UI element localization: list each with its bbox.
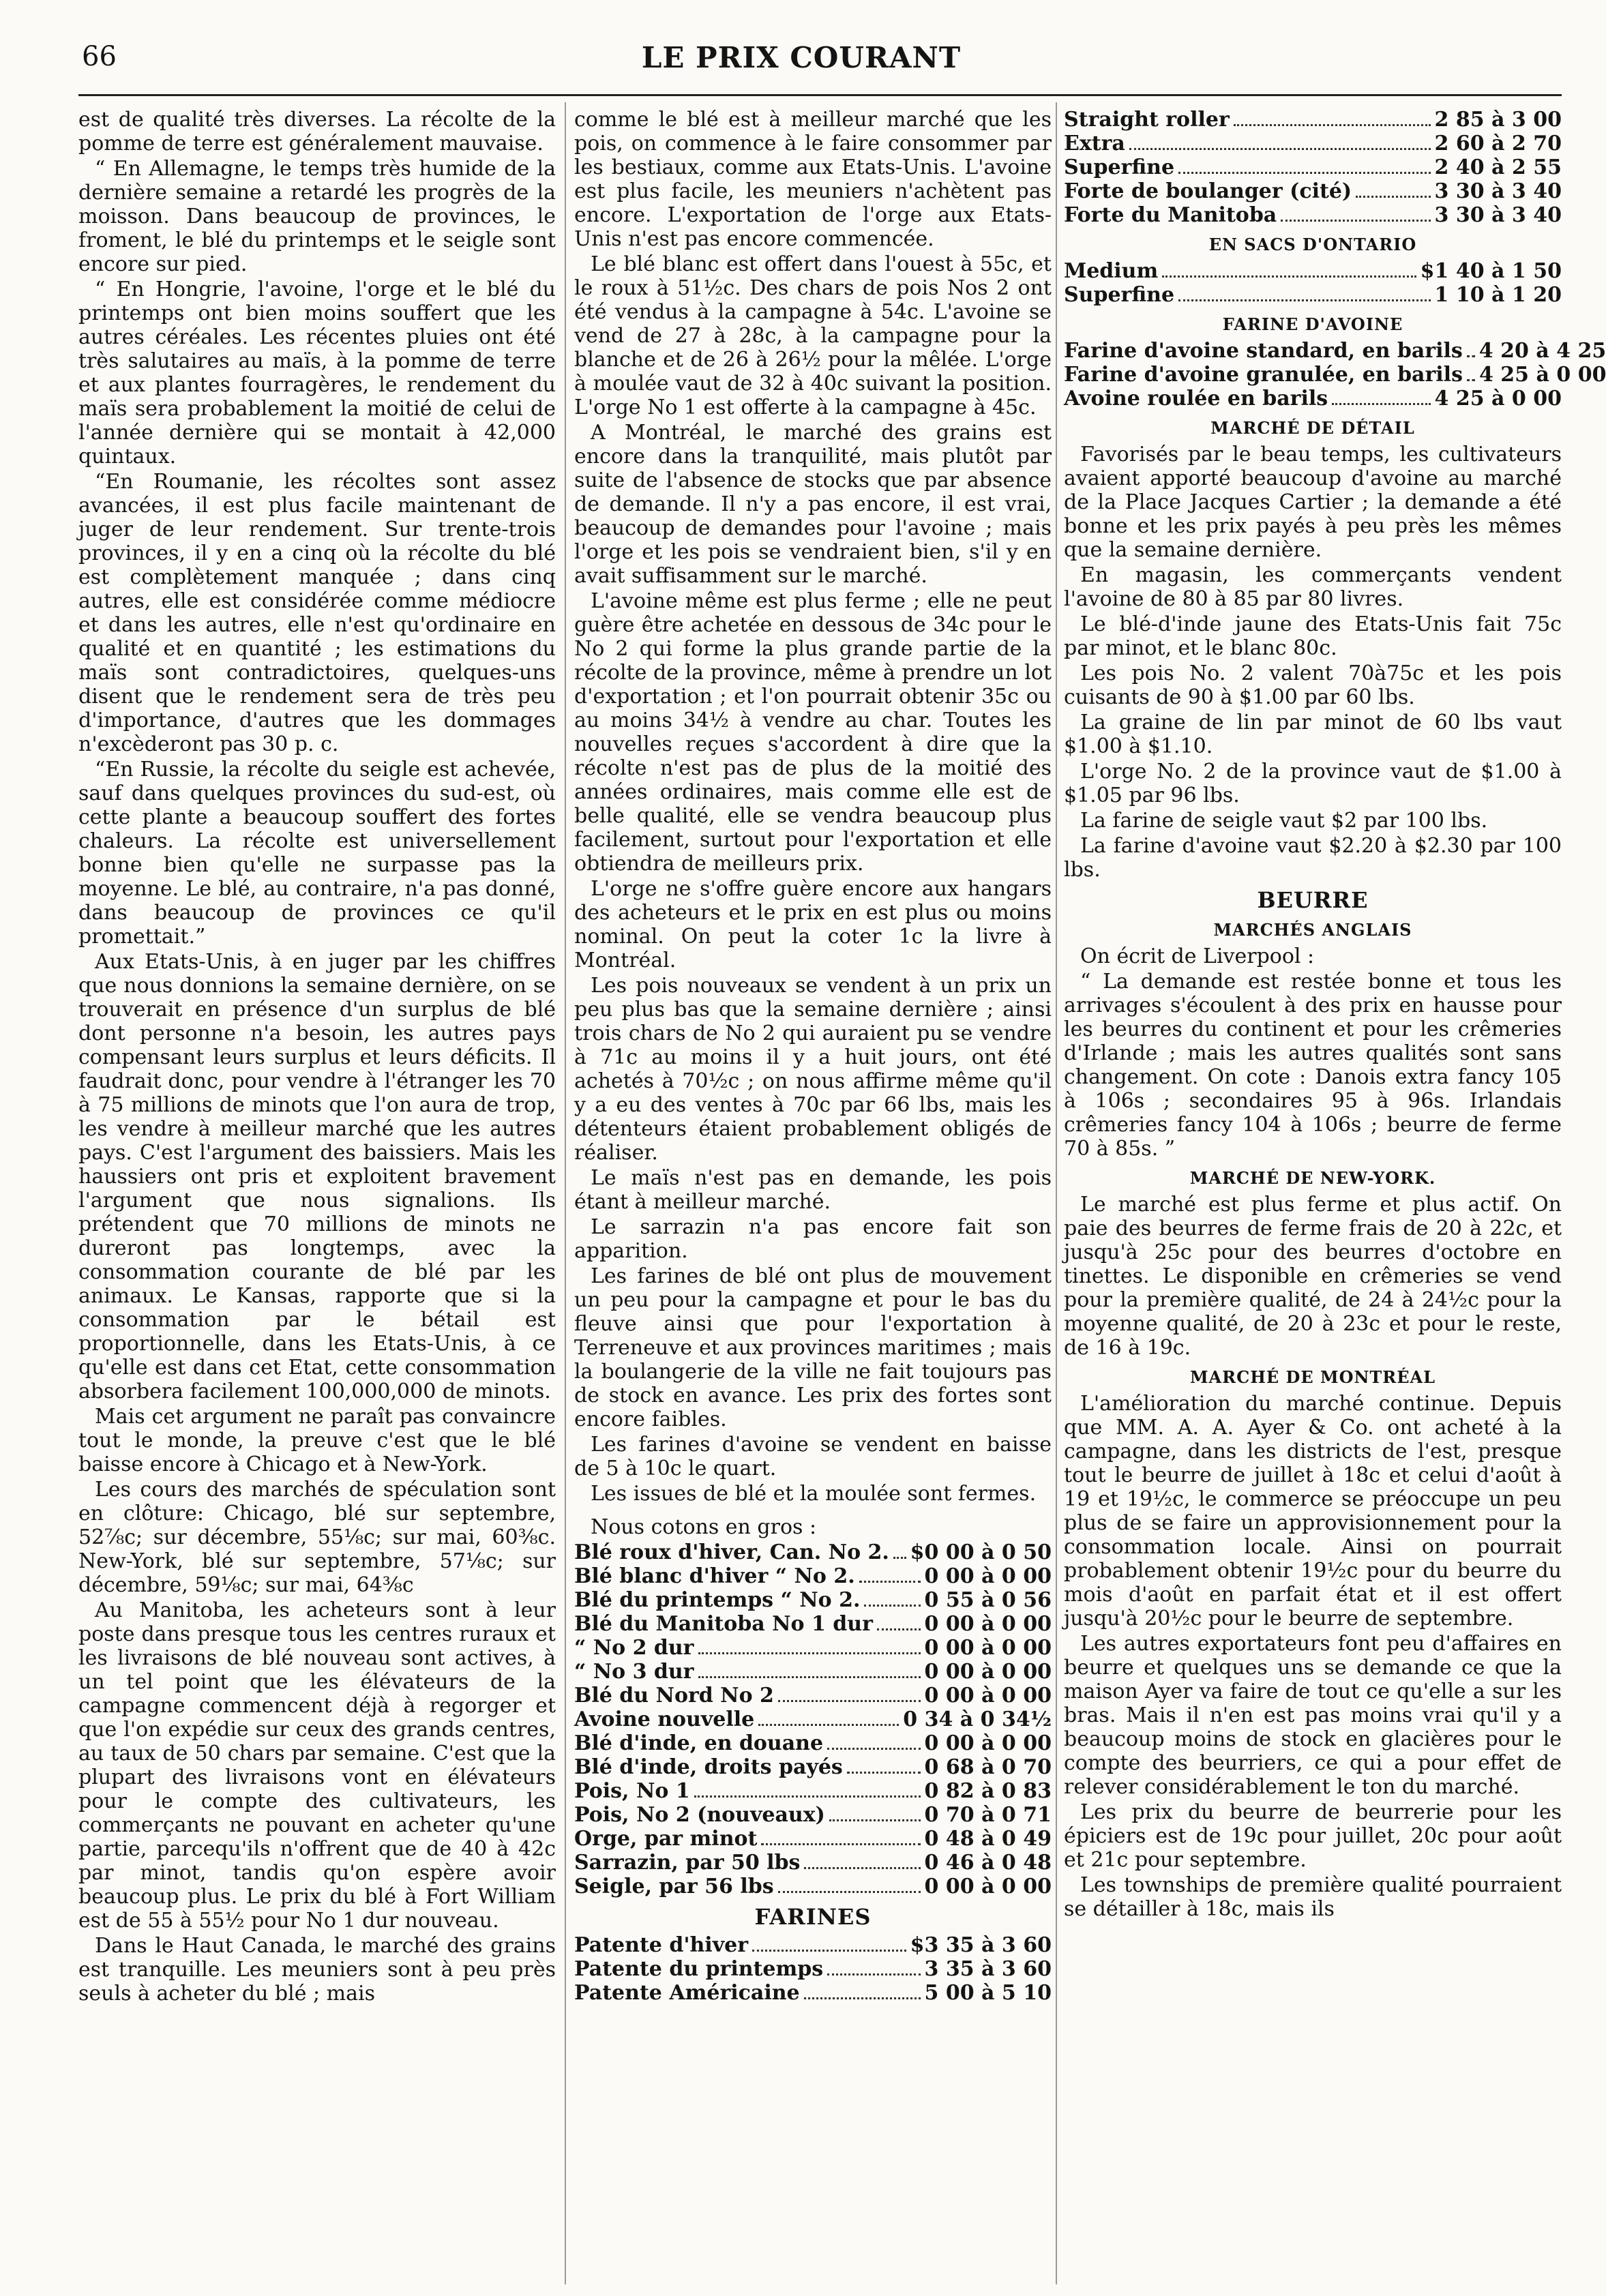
column-2 — [574, 108, 1052, 2283]
paragraph: est de qualité très diverses. La récolte de la pomme de terre est généralement mauvaise. — [78, 108, 556, 155]
page-number: 66 — [82, 41, 117, 72]
price-item: Extra — [1064, 132, 1125, 155]
price-row — [1064, 339, 1606, 363]
price-value: 5 00 à 5 10 — [924, 1981, 1052, 2005]
price-value: 0 70 à 0 71 — [924, 1803, 1052, 1827]
anglais-heading: MARCHÉS ANGLAIS — [1213, 920, 1412, 940]
price-row — [574, 1851, 1052, 1875]
ontario-price-table — [1064, 259, 1562, 307]
price-row — [574, 1875, 1052, 1898]
paragraph: Le maïs n'est pas en demande, les pois étant à meilleur marché. — [574, 1166, 1052, 1214]
price-row — [574, 1981, 1052, 2005]
price-row — [1064, 363, 1606, 387]
paragraph: Au Manitoba, les acheteurs sont à leur poste dans presque tous les centres ruraux et les livraisons de blé nouveau sont actives, à un tel point que les élévateurs de la campagne commencent déjà à regorger et que l'on expédie sur ceux des grands centres, au taux de 50 chars par semaine. C'est que la plupart des livraisons vont en élévateurs pour le compte des cultivateurs, les commerçants ne pouvant en acheter qu'une partie, parcequ'ils n'offrent que de 40 à 42c par minot, tandis qu'on espère avoir beaucoup plus. Le prix du blé à Fort William est de 55 à 55½ pour No 1 dur nouveau. — [78, 1598, 556, 1933]
price-item: Avoine nouvelle — [574, 1708, 755, 1731]
price-item: Patente du printemps — [574, 1957, 824, 1981]
price-value: 0 00 à 0 00 — [924, 1731, 1052, 1755]
column-divider — [565, 102, 566, 2284]
price-row — [1064, 387, 1562, 411]
price-item: Blé du printemps “ No 2. — [574, 1588, 861, 1612]
price-value: 1 10 à 1 20 — [1434, 283, 1562, 307]
paragraph: “ En Allemagne, le temps très humide de la dernière semaine a retardé les progrès de la moisson. Dans beaucoup de provinces, le froment, le blé du printemps et le seigle sont encore sur pied. — [78, 157, 556, 276]
paragraph: En magasin, les commerçants vendent l'avoine de 80 à 85 par 80 livres. — [1064, 563, 1562, 611]
price-value: 3 30 à 3 40 — [1434, 203, 1562, 227]
price-value: 0 00 à 0 00 — [924, 1684, 1052, 1708]
price-item: Straight roller — [1064, 108, 1230, 132]
price-row — [574, 1684, 1052, 1708]
price-value: $3 35 à 3 60 — [910, 1933, 1052, 1957]
price-row — [574, 1779, 1052, 1803]
paragraph: Les townships de première qualité pourraient se détailler à 18c, mais ils — [1064, 1873, 1562, 1921]
paragraph: Aux Etats-Unis, à en juger par les chiffres que nous donnions la semaine dernière, on se trouverait en présence d'un surplus de blé dont personne n'a besoin, les autres pays compensant leurs surplus et leurs déficits. Il faudrait donc, pour vendre à l'étranger les 70 à 75 millions de minots que l'on aura de trop, les vendre à meilleur marché que les autres pays. C'est l'argument des baissiers. Mais les haussiers ont pris et exploitent bravement l'argument que nous signalions. Ils prétendent que 70 millions de minots ne dureront pas longtemps, avec la consommation courante de blé par les animaux. Le Kansas, rapporte que si la consommation par le bétail est proportionnelle, dans les Etats-Unis, à ce qu'elle est dans cet Etat, cette consommation absorbera facilement 100,000,000 de minots. — [78, 950, 556, 1403]
price-row — [1064, 259, 1562, 283]
price-value: 0 82 à 0 83 — [924, 1779, 1052, 1803]
price-value: 0 00 à 0 00 — [924, 1564, 1052, 1588]
price-item: Blé du Nord No 2 — [574, 1684, 774, 1708]
price-item: Orge, par minot — [574, 1827, 758, 1851]
price-row — [574, 1564, 1052, 1588]
column-3 — [1064, 108, 1606, 2283]
price-item: Blé roux d'hiver, Can. No 2. — [574, 1540, 889, 1564]
paragraph: Mais cet argument ne paraît pas convaincre tout le monde, la preuve c'est que le blé baisse encore à Chicago et à New-York. — [78, 1405, 556, 1476]
paragraph: Les pois No. 2 valent 70à75c et les pois cuisants de 90 à $1.00 par 60 lbs. — [1064, 661, 1562, 709]
price-row — [574, 1660, 1052, 1684]
price-value: 4 25 à 0 00 — [1478, 363, 1606, 387]
price-value: 2 85 à 3 00 — [1434, 108, 1562, 132]
paragraph: Les farines d'avoine se vendent en baisse de 5 à 10c le quart. — [574, 1433, 1052, 1480]
price-item: Superfine — [1064, 155, 1175, 179]
avoine-price-table — [1064, 339, 1606, 411]
price-item: Blé du Manitoba No 1 dur — [574, 1612, 873, 1636]
paragraph: L'orge ne s'offre guère encore aux hangars des acheteurs et le prix en est plus ou moins nominal. On peut la coter 1c la livre à Montréal. — [574, 877, 1052, 972]
price-item: “ No 2 dur — [574, 1636, 694, 1660]
price-item: Sarrazin, par 50 lbs — [574, 1851, 801, 1875]
price-row — [1064, 179, 1562, 203]
price-item: Patente Américaine — [574, 1981, 800, 2005]
price-row — [574, 1755, 1052, 1779]
price-row — [1064, 203, 1562, 227]
paragraph: Les autres exportateurs font peu d'affaires en beurre et quelques uns se demande ce que la maison Ayer va faire de tout ce qu'elle a sur les bras. Mais il n'en est pas moins vrai qu'il y a beaucoup moins de stock en glacières pour le compte des beurriers, ce qui a pour effet de relever considérablement le ton du marché. — [1064, 1632, 1562, 1799]
price-item: Superfine — [1064, 283, 1175, 307]
price-value: 0 00 à 0 00 — [924, 1875, 1052, 1898]
price-item: “ No 3 dur — [574, 1660, 694, 1684]
column-1 — [78, 108, 556, 2283]
paragraph: Les issues de blé et la moulée sont fermes. — [591, 1482, 1037, 1506]
journal-title: LE PRIX COURANT — [641, 41, 962, 74]
paragraph: Les pois nouveaux se vendent à un prix un peu plus bas que la semaine dernière ; ainsi trois chars de No 2 qui auraient pu se vendre à 71c au moins il y a huit jours, ont été achetés à 70½c ; on nous affirme même qu'il y a eu des ventes à 70c par 66 lbs, mais les détenteurs étaient probablement obligés de réaliser. — [574, 974, 1052, 1165]
price-value: 4 25 à 0 00 — [1434, 387, 1562, 411]
avoine-heading: FARINE D'AVOINE — [1222, 314, 1403, 334]
farines-price-table — [574, 1933, 1052, 2005]
price-row — [574, 1540, 1052, 1564]
price-row — [574, 1708, 1052, 1731]
paragraph: “ En Hongrie, l'avoine, l'orge et le blé du printemps ont bien moins souffert que les autres céréales. Les récentes pluies ont été très salutaires au maïs, à la pomme de terre et aux plantes fourragères, le rendement du maïs sera probablement la moitié de celui de l'année dernière qui se montait à 42,000 quintaux. — [78, 278, 556, 468]
ontario-heading: EN SACS D'ONTARIO — [1208, 235, 1417, 254]
price-row — [574, 1827, 1052, 1851]
price-row — [1064, 155, 1562, 179]
paragraph: L'avoine même est plus ferme ; elle ne peut guère être achetée en dessous de 34c pour le No 2 qui forme la plus grande partie de la récolte de la province, même à prendre un lot d'exportation ; et l'on pourrait obtenir 35c ou au moins 34½ à vendre au char. Toutes les nouvelles reçues s'accordent à dire que la récolte n'est pas de plus de la moitié des années ordinaires, mais comme elle est de belle qualité, elle se vendra beaucoup plus facilement, surtout pour l'exportation et elle obtiendra de meilleurs prix. — [574, 589, 1052, 876]
price-item: Blé d'inde, droits payés — [574, 1755, 843, 1779]
paragraph: Les farines de blé ont plus de mouvement un peu pour la campagne et pour le bas du fleuve ainsi que pour l'exportation à Terreneuve et aux provinces maritimes ; mais la boulangerie de la ville ne fait toujours pas de stock en avance. Les prix des fortes sont encore faibles. — [574, 1264, 1052, 1431]
paragraph: “En Russie, la récolte du seigle est achevée, sauf dans quelques provinces du sud-est, où cette plante a beaucoup souffert des fortes chaleurs. La récolte est universellement bonne bien qu'elle ne surpasse pas la moyenne. Le blé, au contraire, n'a pas donné, dans beaucoup de provinces ce qu'il promettait.” — [78, 758, 556, 949]
header-rule — [78, 94, 1562, 96]
farines-heading: FARINES — [754, 1904, 872, 1930]
price-item: Pois, No 2 (nouveaux) — [574, 1803, 825, 1827]
paragraph: La graine de lin par minot de 60 lbs vaut $1.00 à $1.10. — [1064, 711, 1562, 758]
price-item: Blé d'inde, en douane — [574, 1731, 824, 1755]
paragraph: Les cours des marchés de spéculation sont en clôture: Chicago, blé sur septembre, 52⅞c; sur décembre, 55⅛c; sur mai, 60⅜c. New-York, blé sur septembre, 57⅛c; sur décembre, 59⅛c; sur mai, 64⅜c — [78, 1478, 556, 1597]
price-item: Forte du Manitoba — [1064, 203, 1277, 227]
flour-price-table — [1064, 108, 1562, 227]
paragraph: Dans le Haut Canada, le marché des grains est tranquille. Les meuniers sont à peu près seuls à acheter du blé ; mais — [78, 1934, 556, 2006]
paragraph: A Montréal, le marché des grains est encore dans la tranquilité, mais plutôt par suite de l'absence de stocks que par absence de demande. Il n'y a pas encore, il est vrai, beaucoup de demandes pour l'avoine ; mais l'orge et les pois se vendraient bien, s'il y en avait suffisamment sur le marché. — [574, 421, 1052, 588]
price-value: 0 46 à 0 48 — [924, 1851, 1052, 1875]
price-row — [574, 1588, 1052, 1612]
price-value: $0 00 à 0 50 — [910, 1540, 1052, 1564]
price-item: Pois, No 1 — [574, 1779, 690, 1803]
paragraph: Les prix du beurre de beurrerie pour les épiciers est de 19c pour juillet, 20c pour août et 21c pour septembre. — [1064, 1800, 1562, 1872]
price-value: 0 00 à 0 00 — [924, 1612, 1052, 1636]
paragraph: L'amélioration du marché continue. Depuis que MM. A. A. Ayer & Co. ont acheté à la campagne, dans les districts de l'est, presque tout le beurre de juillet à 18c et celui d'août à 19 et 19½c, le commerce se préoccupe un peu plus de se faire un approvisionnement pour la consommation locale. Ainsi on pourrait probablement obtenir 19½c pour du beurre du mois d'août en parfait état et il est offert jusqu'à 20½c pour le beurre de septembre. — [1064, 1392, 1562, 1630]
montreal-heading: MARCHÉ DE MONTRÉAL — [1189, 1367, 1436, 1387]
price-row — [574, 1803, 1052, 1827]
price-value: 0 00 à 0 00 — [924, 1660, 1052, 1684]
price-value: 0 48 à 0 49 — [924, 1827, 1052, 1851]
paragraph: Le sarrazin n'a pas encore fait son apparition. — [574, 1215, 1052, 1263]
price-item: Blé blanc d'hiver “ No 2. — [574, 1564, 855, 1588]
column-divider — [1056, 102, 1057, 2284]
paragraph: Le blé-d'inde jaune des Etats-Unis fait 75c par minot, et le blanc 80c. — [1064, 612, 1562, 660]
price-value: 0 34 à 0 34½ — [903, 1708, 1052, 1731]
page-header — [82, 41, 1521, 79]
price-value: 2 40 à 2 55 — [1434, 155, 1562, 179]
beurre-heading: BEURRE — [1257, 887, 1369, 913]
price-value: 0 55 à 0 56 — [924, 1588, 1052, 1612]
price-value: 0 00 à 0 00 — [924, 1636, 1052, 1660]
detail-heading: MARCHÉ DE DÉTAIL — [1210, 418, 1415, 438]
price-row — [574, 1612, 1052, 1636]
price-item: Seigle, par 56 lbs — [574, 1875, 774, 1898]
price-row — [574, 1731, 1052, 1755]
price-item: Medium — [1064, 259, 1159, 283]
paragraph: Le blé blanc est offert dans l'ouest à 55c, et le roux à 51½c. Des chars de pois Nos 2 ont été vendus à la campagne à 54c. L'avoine se vend de 27 à 28c, à la campagne pour la blanche et de 26 à 26½ pour la mêlée. L'orge à moulée vaut de 32 à 40c suivant la position. L'orge No 1 est offerte à la campagne à 45c. — [574, 252, 1052, 419]
price-row — [1064, 283, 1562, 307]
newyork-heading: MARCHÉ DE NEW-YORK. — [1189, 1168, 1436, 1188]
price-row — [574, 1957, 1052, 1981]
paragraph: Le marché est plus ferme et plus actif. On paie des beurres de ferme frais de 20 à 22c, et jusqu'à 25c pour des beurres d'octobre en tinettes. Le disponible en crêmeries se vend pour la première qualité, de 24 à 24½c pour la moyenne qualité, de 20 à 23c et pour le reste, de 16 à 19c. — [1064, 1193, 1562, 1360]
paragraph: La farine de seigle vaut $2 par 100 lbs. — [1080, 809, 1488, 833]
price-value: $1 40 à 1 50 — [1420, 259, 1562, 283]
price-value: 3 30 à 3 40 — [1434, 179, 1562, 203]
paragraph: On écrit de Liverpool : — [1080, 944, 1315, 968]
price-value: 2 60 à 2 70 — [1434, 132, 1562, 155]
grain-price-table — [574, 1540, 1052, 1898]
price-value: 0 68 à 0 70 — [924, 1755, 1052, 1779]
price-row — [574, 1933, 1052, 1957]
price-value: 3 35 à 3 60 — [924, 1957, 1052, 1981]
paragraph: L'orge No. 2 de la province vaut de $1.00 à $1.05 par 96 lbs. — [1064, 760, 1562, 807]
price-value: 4 20 à 4 25 — [1478, 339, 1606, 363]
price-list-intro: Nous cotons en gros : — [591, 1515, 817, 1539]
paragraph: La farine d'avoine vaut $2.20 à $2.30 par 100 lbs. — [1064, 834, 1562, 882]
price-item: Forte de boulanger (cité) — [1064, 179, 1352, 203]
paragraph: “ La demande est restée bonne et tous les arrivages s'écoulent à des prix en hausse pour les beurres du continent et pour les crêmeries d'Irlande ; mais les autres qualités sont sans changement. On cote : Danois extra fancy 105 à 106s ; secondaires 95 à 96s. Irlandais crêmeries fancy 104 à 106s ; beurre de ferme 70 à 85s. ” — [1064, 970, 1562, 1161]
paragraph: Favorisés par le beau temps, les cultivateurs avaient apporté beaucoup d'avoine au marché de la Place Jacques Cartier ; la demande a été bonne et les prix payés à peu près les mêmes que la semaine dernière. — [1064, 443, 1562, 562]
price-item: Avoine roulée en barils — [1064, 387, 1328, 411]
price-item: Patente d'hiver — [574, 1933, 749, 1957]
price-item: Farine d'avoine granulée, en barils — [1064, 363, 1463, 387]
paragraph: “En Roumanie, les récoltes sont assez avancées, il est plus facile maintenant de juger de leur rendement. Sur trente-trois provinces, il y en a cinq où la récolte du blé est complètement manquée ; dans cinq autres, elle est considérée comme médiocre et dans les autres, elle n'est qu'ordinaire en qualité et en quantité ; les estimations du maïs sont contradictoires, quelques-uns disent que le rendement sera de très peu d'importance, d'autres que les dommages n'excèderont pas 30 p. c. — [78, 470, 556, 756]
price-row — [574, 1636, 1052, 1660]
paragraph: comme le blé est à meilleur marché que les pois, on commence à le faire consommer par les bestiaux, comme aux Etats-Unis. L'avoine est plus facile, les meuniers n'achètent pas encore. L'exportation de l'orge aux Etats-Unis n'est pas encore commencée. — [574, 108, 1052, 251]
price-row — [1064, 108, 1562, 132]
price-row — [1064, 132, 1562, 155]
price-item: Farine d'avoine standard, en barils — [1064, 339, 1463, 363]
